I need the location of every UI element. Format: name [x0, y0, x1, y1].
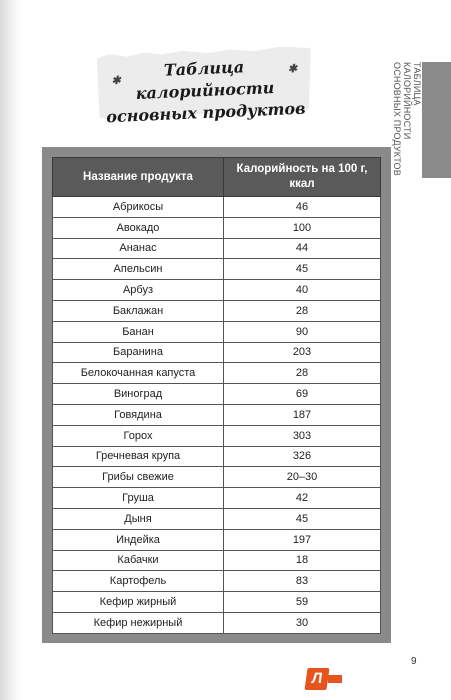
product-name-cell: Гречневая крупа [53, 446, 224, 467]
product-name-cell: Авокадо [53, 217, 224, 238]
product-name-cell: Ананас [53, 238, 224, 259]
table-row [53, 300, 381, 321]
product-name-cell: Баклажан [53, 300, 224, 321]
product-name-cell: Груша [53, 488, 224, 509]
calories-cell: 18 [224, 550, 381, 571]
product-name-cell: Кефир жирный [53, 592, 224, 613]
product-name-cell: Банан [53, 321, 224, 342]
table-row [53, 488, 381, 509]
table-row [53, 550, 381, 571]
product-name-cell: Картофель [53, 571, 224, 592]
table-row [53, 217, 381, 238]
table-row [53, 508, 381, 529]
calories-cell: 40 [224, 280, 381, 301]
calories-cell: 28 [224, 300, 381, 321]
logo-tail-shape [328, 675, 342, 683]
column-header-calories: Калорийность на 100 г, ккал [224, 158, 381, 197]
calories-cell: 44 [224, 238, 381, 259]
calories-cell: 187 [224, 404, 381, 425]
table-row [53, 467, 381, 488]
calories-cell: 303 [224, 425, 381, 446]
product-name-cell: Белокочанная капуста [53, 363, 224, 384]
product-name-cell: Баранина [53, 342, 224, 363]
table-row [53, 446, 381, 467]
calories-cell: 203 [224, 342, 381, 363]
star-icon: ✱ [111, 73, 121, 88]
chapter-side-tab [422, 62, 451, 178]
column-header-product: Название продукта [53, 158, 224, 197]
table-row [53, 592, 381, 613]
calories-cell: 46 [224, 197, 381, 218]
table-row [53, 197, 381, 218]
product-name-cell: Кабачки [53, 550, 224, 571]
product-name-cell: Дыня [53, 508, 224, 529]
table-row [53, 280, 381, 301]
table-row [53, 342, 381, 363]
calories-cell: 197 [224, 529, 381, 550]
product-name-cell: Грибы свежие [53, 467, 224, 488]
calories-cell: 45 [224, 508, 381, 529]
product-name-cell: Горох [53, 425, 224, 446]
calorie-table [52, 157, 381, 634]
calorie-table-frame [42, 147, 391, 643]
litres-logo-icon: Л [304, 668, 329, 690]
calories-cell: 90 [224, 321, 381, 342]
title-note [98, 50, 312, 127]
calories-cell: 28 [224, 363, 381, 384]
table-row [53, 529, 381, 550]
side-label-line-2: ОСНОВНЫХ ПРОДУКТОВ [392, 62, 402, 176]
table-row [53, 384, 381, 405]
calories-cell: 326 [224, 446, 381, 467]
calories-cell: 45 [224, 259, 381, 280]
title-line-2: основных продуктов [105, 98, 306, 127]
star-icon: ✱ [287, 61, 298, 76]
product-name-cell: Кефир нежирный [53, 612, 224, 633]
page-number: 9 [411, 656, 417, 667]
product-name-cell: Говядина [53, 404, 224, 425]
table-row [53, 321, 381, 342]
page-title [97, 53, 314, 128]
product-name-cell: Апельсин [53, 259, 224, 280]
product-name-cell: Абрикосы [53, 197, 224, 218]
page-gutter-shadow [0, 0, 22, 700]
calories-cell: 20–30 [224, 467, 381, 488]
product-name-cell: Индейка [53, 529, 224, 550]
table-row [53, 404, 381, 425]
chapter-side-label [392, 62, 422, 178]
title-line-1: Таблица калорийности [135, 57, 275, 104]
calories-cell: 100 [224, 217, 381, 238]
side-label-line-1: ТАБЛИЦА КАЛОРИЙНОСТИ [402, 62, 422, 140]
table-row [53, 238, 381, 259]
product-name-cell: Виноград [53, 384, 224, 405]
calories-cell: 69 [224, 384, 381, 405]
calories-cell: 42 [224, 488, 381, 509]
calories-cell: 59 [224, 592, 381, 613]
table-row [53, 425, 381, 446]
product-name-cell: Арбуз [53, 280, 224, 301]
calories-cell: 30 [224, 612, 381, 633]
calories-cell: 83 [224, 571, 381, 592]
table-row [53, 571, 381, 592]
table-row [53, 612, 381, 633]
table-row [53, 363, 381, 384]
table-row [53, 259, 381, 280]
